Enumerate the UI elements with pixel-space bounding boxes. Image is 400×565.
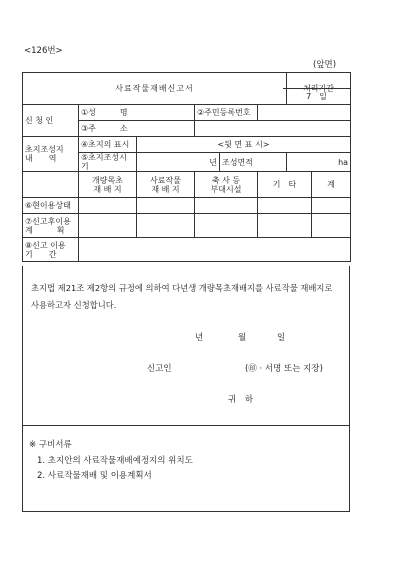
grassland-area-field[interactable]: ha [287,153,351,172]
statement-section [22,266,350,426]
column-header-forage-crop: 사료작물 재 배 지 [137,172,195,198]
grassland-display-value: <뒷 면 표 시> [137,137,351,153]
planned-use-cell[interactable] [195,214,258,238]
planned-use-cell[interactable] [258,214,312,238]
applicant-label: 신 청 인 [23,105,79,137]
current-use-cell[interactable] [258,198,312,214]
current-use-cell[interactable] [312,198,351,214]
date-month: 월 [238,333,247,343]
column-header-total: 계 [312,172,351,198]
rrn-field[interactable] [258,105,351,121]
rrn-label: ②주민등록번호 [195,105,258,121]
grassland-display-label: ④초지의 표시 [79,137,137,153]
signer-seal: (㊞ · 서명 또는 지장) [245,364,323,374]
use-period-field[interactable] [79,238,351,262]
row-label-use-period: ⑧신고 이용 기 간 [23,238,79,262]
address-label: ③주 소 [79,121,195,137]
date-year: 년 [195,333,204,343]
front-side-label: (앞면) [313,60,337,70]
recipient: 귀 하 [228,395,257,405]
form-title: 사료작물재배신고서 [23,73,287,105]
grassland-period-label: ⑤초지조성시기 [79,153,137,172]
document-item: 1. 초지안의 사료작물재배예정지의 위치도 [37,456,193,466]
planned-use-cell[interactable] [79,214,137,238]
grassland-area-label: 조성면적 [220,153,287,172]
row-label-current-use: ⑥현이용상태 [23,198,79,214]
form-number: <126번> [24,46,63,56]
address-field[interactable] [195,121,351,137]
current-use-cell[interactable] [137,198,195,214]
date-day: 일 [277,333,286,343]
required-documents-section [22,426,350,512]
statement-text: 초지법 제21조 제2항의 규정에 의하여 다년생 개량목초재배지를 사료작물 재배지로 사용하고자 신청합니다. [31,283,333,310]
signer-label: 신고인 [147,364,172,374]
grassland-section-label: 초지조성지 내 역 [23,137,79,172]
processing-period-label: 처리기간 [287,73,351,105]
processing-period-value: 7 일 [283,88,350,104]
current-use-cell[interactable] [79,198,137,214]
planned-use-cell[interactable] [137,214,195,238]
name-label: ①성 명 [79,105,195,121]
row-label-planned-use: ⑦신고후이용 계 획 [23,214,79,238]
column-header-facilities: 축 사 등 부대시설 [195,172,258,198]
document-item: 2. 사료작물재배 및 이용계획서 [37,471,152,481]
documents-title: ※ 구비서류 [29,440,72,450]
corner-cell [23,172,79,198]
grassland-period-field[interactable]: 년 [137,153,220,172]
column-header-other: 기 타 [258,172,312,198]
planned-use-cell[interactable] [312,214,351,238]
current-use-cell[interactable] [195,198,258,214]
column-header-improved-grass: 개량목초 재 배 지 [79,172,137,198]
